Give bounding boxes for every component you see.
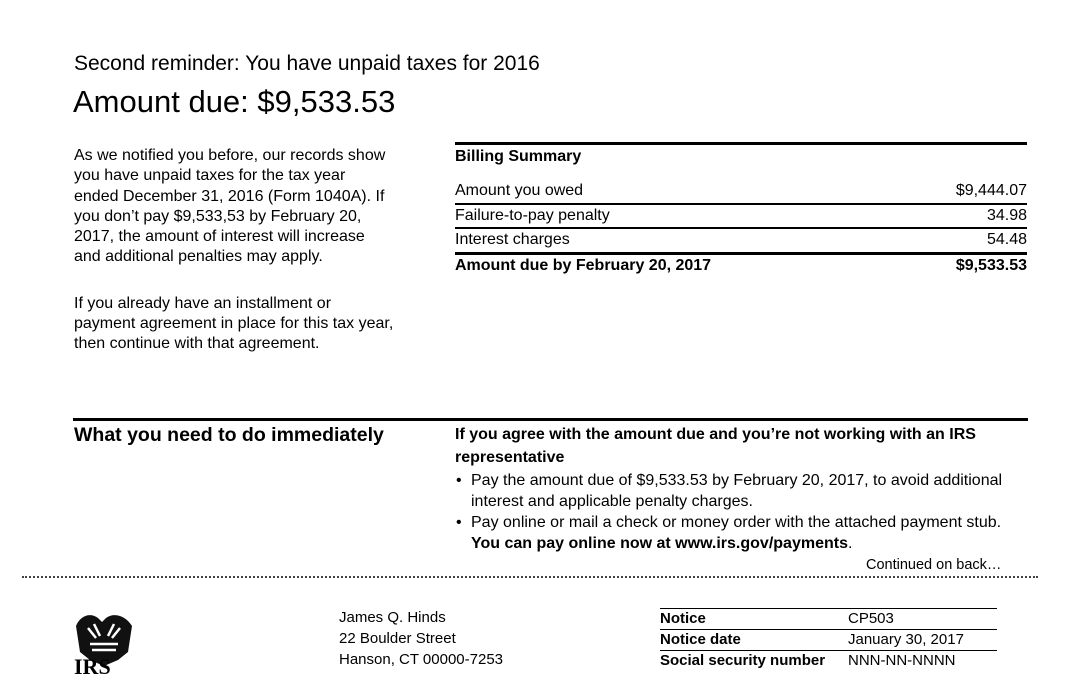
notice-label: Notice date [660,631,741,648]
intro-paragraph-1: As we notified you before, our records show you have unpaid taxes for the tax year ended December 31, 2016 (Form 1040A). If you don’t pay $9,533,53 by February 20, 2017, the amount of interest will increase and additional penalties may apply. [74,147,386,266]
bullet-icon: • [456,514,462,531]
billing-label: Amount you owed [455,182,584,199]
notice-row [660,609,997,630]
address-street: 22 Boulder Street [339,630,456,647]
list-item [455,513,1030,554]
payment-link[interactable]: You can pay online now at www.irs.gov/payments [471,534,848,552]
eagle-icon [68,608,140,675]
notice-subtitle: Second reminder: You have unpaid taxes for 2016 [74,52,540,75]
address-name: James Q. Hinds [339,609,446,626]
page-title: Amount due: $9,533.53 [73,84,396,119]
billing-row [455,180,1027,205]
action-heading: What you need to do immediately [74,424,384,446]
notice-value: January 30, 2017 [848,631,964,648]
list-item [455,471,1030,512]
tear-line [22,576,1038,578]
agree-section [455,423,1030,555]
billing-row [455,205,1027,230]
bullet-text: Pay the amount due of $9,533.53 by February 20, 2017, to avoid additional interest and applicable penalty charges. [471,472,1003,510]
mailing-address [339,607,503,670]
notice-info [660,608,997,671]
billing-row [455,229,1027,255]
billing-value: 54.48 [986,231,1027,248]
billing-value: 34.98 [986,206,1027,224]
billing-total-row [455,255,1027,278]
billing-summary [455,142,1027,277]
intro-text [74,146,394,381]
billing-label: Failure-to-pay penalty [455,206,610,224]
intro-paragraph-2: If you already have an installment or payment agreement in place for this tax year, then continue with that agreement. [74,294,394,353]
bullet-text: Pay online or mail a check or money order with the attached payment stub. [471,514,1002,531]
section-divider [73,418,1028,421]
notice-row [660,651,997,671]
billing-label: Interest charges [455,231,570,248]
continued-note: Continued on back… [866,557,1002,573]
notice-value: NNN-NN-NNNN [848,652,956,669]
agree-heading: If you agree with the amount due and you’re not working with an IRS representative [455,426,976,466]
notice-label: Social security number [660,652,826,669]
notice-row [660,630,997,651]
action-list [455,471,1030,554]
billing-heading: Billing Summary [455,148,582,165]
bullet-icon: • [456,472,462,489]
billing-total-label: Amount due by February 20, 2017 [455,256,712,274]
notice-value: CP503 [848,610,894,627]
logo-text: IRS [74,654,111,675]
billing-value: $9,444.07 [955,182,1027,199]
address-city: Hanson, CT 00000-7253 [339,651,504,668]
irs-logo [68,608,140,675]
billing-total-value: $9,533.53 [955,256,1027,274]
notice-label: Notice [660,610,706,627]
bullet-end: . [847,534,853,552]
